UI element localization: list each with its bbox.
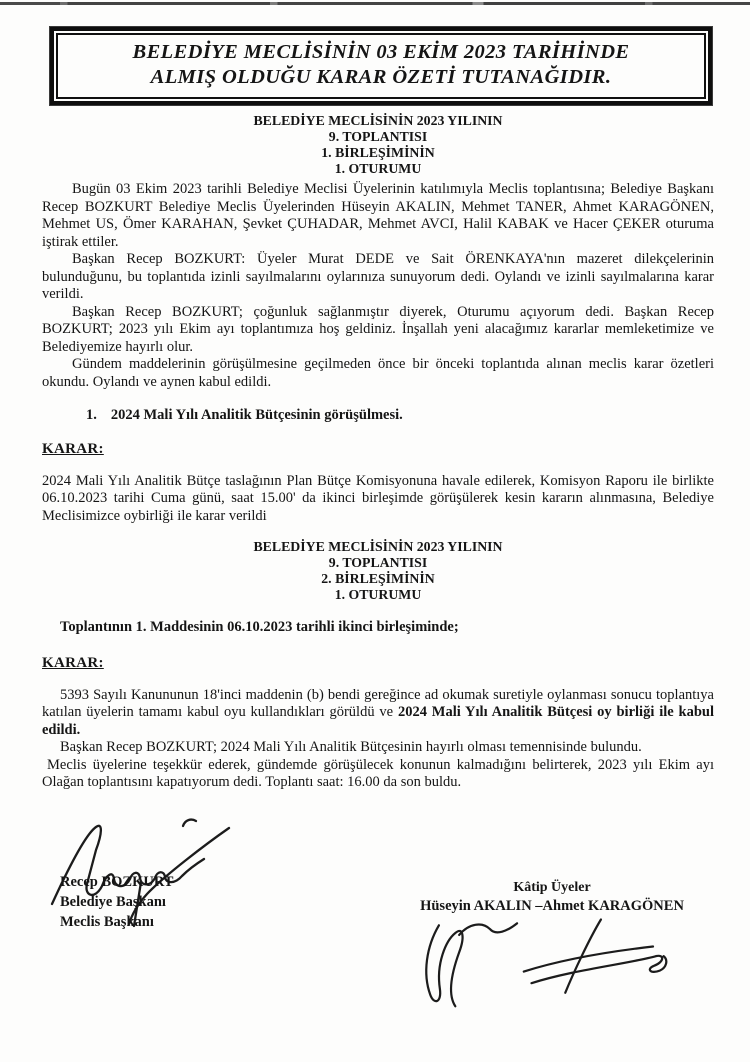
clerks-names: Hüseyin AKALIN –Ahmet KARAGÖNEN xyxy=(420,897,684,914)
decision-label-1: KARAR: xyxy=(42,440,104,457)
session2-heading-line-2: 9. TOPLANTISI xyxy=(328,555,428,570)
paragraph-previous-minutes: Gündem maddelerinin görüşülmesine geçilmeden önce bir önceki toplantıda alınan meclis karar özetleri okundu. Oylandı ve aynen kabul edildi. xyxy=(42,356,714,390)
agenda-item-1 xyxy=(42,407,714,425)
decision-text-2-normal: 5393 Sayılı Kanununun 18'inci maddenin (b) bendi gereğince ad okumak suretiyle oylanması sonucu toplantıya katılan üyelerin tamamı kabul oyu kullandıkları görüldü ve xyxy=(42,686,714,720)
paragraph-session-opening: Başkan Recep BOZKURT; çoğunluk sağlanmıştır diyerek, Oturumu açıyorum dedi. Başkan Recep BOZKURT; 2023 yılı Ekim ayı toplantımıza hoş geldiniz. İnşallah yeni alacağımız kararlar memleketimize ve Belediyemize hayırlı olur. xyxy=(42,303,714,355)
mayor-name: Recep BOZKURT xyxy=(60,873,174,890)
mayor-role-2: Meclis Başkanı xyxy=(60,913,154,930)
scan-artifact-line xyxy=(0,2,750,5)
decision-label-2: KARAR: xyxy=(42,654,104,671)
session2-heading-line-1: BELEDİYE MECLİSİNİN 2023 YILININ xyxy=(253,539,503,554)
session2-heading xyxy=(42,539,714,603)
paragraph-excused-members: Başkan Recep BOZKURT: Üyeler Murat DEDE ve Sait ÖRENKAYA'nın mazeret dilekçelerinin bulunduğunu, bu toplantıda izinli sayılmalarını oylarınıza sunuyorum dedi. Oylandı ve izinli sayılmalarına karar verildi. xyxy=(42,251,714,302)
paragraph-closing: Meclis üyelerine teşekkür ederek, gündemde görüşülecek konunun kalmadığını belirterek, 2023 yılı Ekim ayı Olağan toplantısını kapatıyorum dedi. Toplantı saat: 16.00 da son buldu. xyxy=(42,756,714,790)
decision-text-2-bold: 2024 Mali Yılı Analitik Bütçesi oy birliği ile kabul edildi. xyxy=(42,704,714,738)
paragraph-wish: Başkan Recep BOZKURT; 2024 Mali Yılı Analitik Bütçesinin hayırlı olması temennisinde bulundu. xyxy=(60,739,642,755)
session2-heading-line-3: 2. BİRLEŞİMİNİN xyxy=(321,571,435,586)
title-line-2: ALMIŞ OLDUĞU KARAR ÖZETİ TUTANAĞIDIR. xyxy=(150,66,612,88)
session2-heading-line-4: 1. OTURUMU xyxy=(334,587,422,602)
signature-area xyxy=(42,792,714,1041)
decision-text-1: 2024 Mali Yılı Analitik Bütçe taslağının Plan Bütçe Komisyonuna havale edilerek, Komisyon Raporu ile birlikte 06.10.2023 tarihi Cuma günü, saat 15.00' da ikinci birleşimde görüşülerek kesin kararın alınmasına, Belediye Meclisimizce oybirliği ile karar verildi xyxy=(42,472,714,524)
clerks-header: Kâtip Üyeler xyxy=(513,879,591,895)
session1-heading-line-1: BELEDİYE MECLİSİNİN 2023 YILININ xyxy=(253,113,503,128)
agenda-item-text: 2024 Mali Yılı Analitik Bütçesinin görüşülmesi. xyxy=(110,407,403,423)
session2-intro-line: Toplantının 1. Maddesinin 06.10.2023 tarihli ikinci birleşiminde; xyxy=(60,619,459,635)
session1-heading xyxy=(42,113,714,177)
session1-heading-line-3: 1. BİRLEŞİMİNİN xyxy=(321,145,435,160)
title-box xyxy=(50,27,712,105)
decision-text-2 xyxy=(42,687,714,740)
mayor-role-1: Belediye Başkanı xyxy=(60,893,166,910)
paragraph-attendance: Bugün 03 Ekim 2023 tarihli Belediye Meclisi Üyelerinin katılımıyla Meclis toplantısına; Belediye Başkanı Recep BOZKURT Belediye Meclis Üyelerinden Hüseyin AKALIN, Mehmet TANER, Ahmet KARAGÖNEN, Mehmet US, Ömer KARAHAN, Şevket ÇUHADAR, Mehmet AVCI, Halil KABAK ve Hacer ÇEKER oturuma iştirak ettiler. xyxy=(42,181,714,250)
clerks-signatures-icon xyxy=(410,910,680,1010)
agenda-item-number: 1. xyxy=(86,407,97,423)
title-box-inner xyxy=(56,33,706,99)
session1-heading-line-4: 1. OTURUMU xyxy=(334,161,422,176)
session1-heading-line-2: 9. TOPLANTISI xyxy=(328,129,428,144)
title-line-1: BELEDİYE MECLİSİNİN 03 EKİM 2023 TARİHİNDE xyxy=(132,41,630,63)
mayor-signature-block xyxy=(60,872,173,932)
